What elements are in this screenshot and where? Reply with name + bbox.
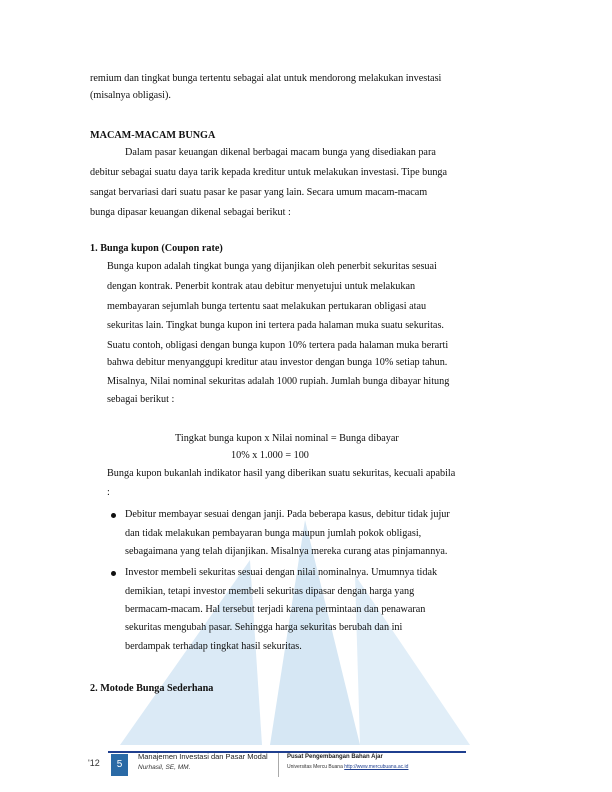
footer-page-number: 5 [116,759,123,770]
subsection-heading: 1. Bunga kupon (Coupon rate) [90,243,223,254]
text-line: dengan kontrak. Penerbit kontrak atau debitur menyetujui untuk melakukan [107,281,416,292]
subsection-heading: 2. Motode Bunga Sederhana [90,683,214,694]
list-item-text: Investor membeli sekuritas sesuai dengan nilai nominalnya. Umumnya tidak [125,567,438,578]
footer-author: Nurhasil, SE, MM. [138,764,191,771]
page-footer [0,748,612,788]
text-line: debitur sebagai suatu daya tarik kepada kreditur untuk melakukan investasi. Tipe bunga [90,167,448,178]
formula-line: 10% x 1.000 = 100 [231,450,309,461]
text-line: bahwa debitur menyanggupi kreditur atau investor dengan bunga 10% setiap tahun. [107,357,448,368]
list-item-text: dan tidak melakukan pembayaran bunga maupun jumlah pokok obligasi, [125,528,422,539]
text-line: sangat bervariasi dari suatu pasar ke pasar yang lain. Secara umum macam-macam [90,187,428,198]
watermark-sail-right [355,575,470,745]
footer-separator [278,753,279,777]
section-heading: MACAM-MACAM BUNGA [90,130,216,141]
list-item-text: sekuritas mengubah pasar. Sehingga harga sekuritas berubah dan ini [125,622,403,633]
formula-line: Tingkat bunga kupon x Nilai nominal = Bunga dibayar [175,433,399,444]
footer-course-title: Manajemen Investasi dan Pasar Modal [138,752,268,761]
text-line: Bunga kupon bukanlah indikator hasil yang diberikan suatu sekuritas, kecuali apabila [107,468,456,479]
footer-university-text: Universitas Mercu Buana [287,764,343,770]
footer-page-box [111,754,128,776]
text-line: bunga dipasar keuangan dikenal sebagai berikut : [90,207,291,218]
text-line: Misalnya, Nilai nominal sekuritas adalah 1000 rupiah. Jumlah bunga dibayar hitung [107,376,450,387]
footer-center-name: Pusat Pengembangan Bahan Ajar [287,754,383,760]
text-line: Suatu contoh, obligasi dengan bunga kupon 10% tertera pada halaman muka berarti [107,340,449,351]
text-line: (misalnya obligasi). [90,90,171,101]
text-line: remium dan tingkat bunga tertentu sebagai alat untuk mendorong melakukan investasi [90,73,442,84]
footer-university-link[interactable]: http://www.mercubuana.ac.id [344,764,409,770]
list-item-text: Debitur membayar sesuai dengan janji. Pada beberapa kasus, debitur tidak jujur [125,509,450,520]
text-line: sebagai berikut : [107,394,175,405]
text-line: membayaran sejumlah bunga tertentu saat melakukan pertukaran obligasi atau [107,301,427,312]
footer-page-label: '12 [88,758,100,768]
text-line: Dalam pasar keuangan dikenal berbagai macam bunga yang disediakan para [125,147,436,158]
text-line: Bunga kupon adalah tingkat bunga yang dijanjikan oleh penerbit sekuritas sesuai [107,261,437,272]
bullet-point [111,571,116,576]
text-line: : [107,487,110,498]
text-line: sekuritas lain. Tingkat bunga kupon ini tertera pada halaman muka suatu sekuritas. [107,320,444,331]
bullet-point [111,513,116,518]
list-item-text: bermacam-macam. Hal tersebut terjadi karena permintaan dan penawaran [125,604,426,615]
list-item-text: sebagaimana yang telah dijanjikan. Misalnya mereka curang atas pinjamannya. [125,546,448,557]
list-item-text: demikian, tetapi investor membeli sekuritas dipasar dengan harga yang [125,586,415,597]
list-item-text: berdampak terhadap tingkat hasil sekuritas. [125,641,302,652]
footer-university [287,764,408,770]
